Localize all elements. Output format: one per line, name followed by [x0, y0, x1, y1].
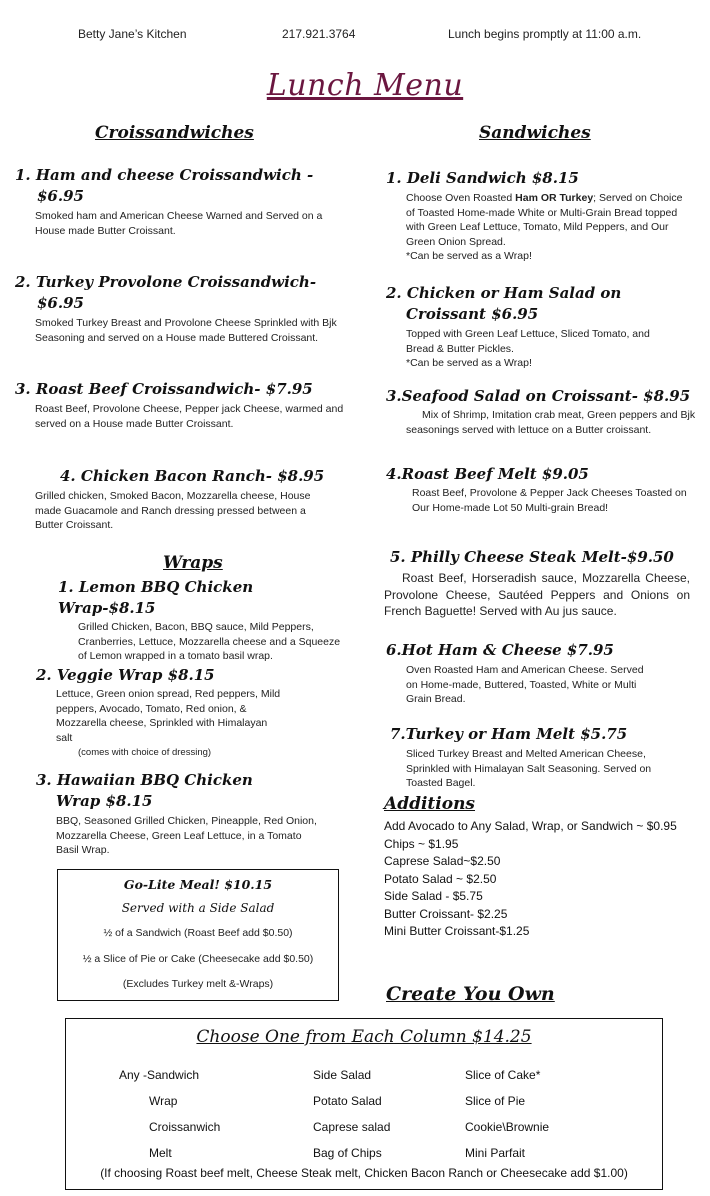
menu-item — [15, 379, 345, 431]
golite-line: ½ a Slice of Pie or Cake (Cheesecake add $0.50) — [82, 952, 314, 965]
wraps-heading: Wraps — [163, 553, 223, 573]
menu-item — [384, 547, 690, 620]
menu-item — [35, 466, 335, 533]
column-option: Melt — [149, 1146, 172, 1160]
item-name: 2. Veggie Wrap $8.15 — [36, 666, 215, 684]
golite-line: ½ of a Sandwich (Roast Beef add $0.50) — [103, 927, 293, 939]
item-name: 3. Roast Beef Croissandwich- $7.95 — [15, 380, 313, 398]
column-option: Mini Parfait — [465, 1146, 526, 1160]
menu-item — [386, 640, 686, 707]
item-description: Oven Roasted Ham and American Cheese. Served on Home-made, Buttered, Toasted, White or Multi Grain Bread. — [406, 664, 644, 705]
item-name: 1. Deli Sandwich $8.15 — [386, 169, 579, 187]
item-price: Wrap $8.15 — [56, 792, 153, 810]
column-option: Croissanwich — [149, 1120, 221, 1134]
item-description: Sliced Turkey Breast and Melted American Cheese, Sprinkled with Himalayan Salt Seasoning. Served on Toasted Bagel. — [406, 748, 652, 789]
menu-item — [386, 283, 686, 371]
create-heading: Create You Own — [386, 983, 555, 1005]
item-name: 7.Turkey or Ham Melt $5.75 — [390, 725, 628, 743]
addition-item: Mini Butter Croissant-$1.25 — [384, 924, 530, 938]
item-name: 1. Ham and cheese Croissandwich - — [15, 166, 314, 184]
lunch-notice: Lunch begins promptly at 11:00 a.m. — [448, 27, 642, 41]
golite-box — [57, 869, 339, 1001]
item-name: 2. Turkey Provolone Croissandwich- — [15, 273, 317, 291]
croissandwiches-heading: Croissandwiches — [95, 123, 254, 143]
column-1 — [119, 1062, 220, 1166]
menu-item — [386, 168, 686, 264]
addition-item: Caprese Salad~$2.50 — [384, 854, 501, 868]
golite-subtitle: Served with a Side Salad — [121, 901, 275, 915]
menu-item — [15, 272, 345, 345]
menu-item — [386, 386, 696, 437]
item-note: (comes with choice of dressing) — [78, 747, 212, 758]
golite-line: (Excludes Turkey melt &-Wraps) — [122, 978, 274, 990]
column-option: Bag of Chips — [313, 1146, 382, 1160]
column-option: Caprese salad — [313, 1120, 391, 1134]
column-option: Potato Salad — [313, 1094, 382, 1108]
column-option: Wrap — [149, 1094, 178, 1108]
addition-item: Butter Croissant- $2.25 — [384, 906, 508, 921]
additions-list — [384, 818, 704, 941]
menu-item — [36, 665, 336, 761]
create-box-title: Choose One from Each Column $14.25 — [196, 1027, 532, 1047]
menu-item — [36, 770, 336, 858]
column-2 — [313, 1062, 390, 1166]
item-note: *Can be served as a Wrap! — [406, 250, 532, 262]
item-description: Smoked Turkey Breast and Provolone Cheese Sprinkled with Bjk Seasoning and served on a House made Buttered Croissant. — [35, 317, 337, 344]
menu-item — [58, 577, 343, 664]
business-name: Betty Jane’s Kitchen — [78, 27, 187, 41]
phone-number: 217.921.3764 — [282, 27, 356, 41]
addition-item: Add Avocado to Any Salad, Wrap, or Sandwich ~ $0.95 — [384, 819, 677, 833]
item-description: Roast Beef, Provolone & Pepper Jack Cheeses Toasted on Our Home-made Lot 50 Multi-grain Bread! — [412, 487, 687, 514]
item-description: Roast Beef, Horseradish sauce, Mozzarella Cheese, Provolone Cheese, Sautéed Peppers and Onions on French Baguette! Served with Au jus sauce. — [384, 571, 690, 618]
item-description: BBQ, Seasoned Grilled Chicken, Pineapple, Red Onion, Mozzarella Cheese, Green Leaf Lettuce, in a Tomato Basil Wrap. — [56, 815, 317, 856]
sandwiches-heading: Sandwiches — [479, 123, 591, 143]
item-price: $6.95 — [37, 294, 84, 312]
menu-item — [390, 724, 690, 791]
item-note: *Can be served as a Wrap! — [406, 357, 532, 369]
menu-item — [15, 165, 345, 238]
golite-title: Go-Lite Meal! $10.15 — [123, 877, 273, 892]
item-name: 3. Hawaiian BBQ Chicken — [36, 771, 253, 789]
column-option: Any -Sandwich — [119, 1068, 200, 1082]
item-name: 4. Chicken Bacon Ranch- $8.95 — [60, 467, 325, 485]
item-price: Croissant $6.95 — [406, 305, 539, 323]
item-name: 4.Roast Beef Melt $9.05 — [386, 465, 589, 483]
column-option: Side Salad — [313, 1068, 372, 1082]
item-price: $6.95 — [37, 187, 84, 205]
create-footnote: (If choosing Roast beef melt, Cheese Steak melt, Chicken Bacon Ranch or Cheesecake add $1.00) — [100, 1166, 628, 1180]
item-name: 3.Seafood Salad on Croissant- $8.95 — [386, 387, 691, 405]
item-description: Topped with Green Leaf Lettuce, Sliced Tomato, and Bread & Butter Pickles. — [406, 328, 650, 355]
column-3 — [465, 1062, 549, 1166]
item-description: Roast Beef, Provolone Cheese, Pepper jack Cheese, warmed and served on a House made Butter Croissant. — [35, 403, 344, 430]
addition-item: Chips ~ $1.95 — [384, 836, 459, 851]
menu-item — [386, 464, 696, 515]
column-option: Cookie\Brownie — [465, 1120, 550, 1134]
addition-item: Potato Salad ~ $2.50 — [384, 871, 497, 886]
item-description: Grilled chicken, Smoked Bacon, Mozzarella cheese, House made Guacamole and Ranch dressing pressed between a Butter Croissant. — [35, 490, 311, 531]
page-title: Lunch Menu — [266, 68, 464, 103]
column-option: Slice of Cake* — [465, 1068, 541, 1082]
additions-heading: Additions — [384, 794, 476, 814]
item-description: Grilled Chicken, Bacon, BBQ sauce, Mild Peppers, Cranberries, Lettuce, Mozzarella cheese and a Squeeze of Lemon wrapped in a tomato basil wrap. — [78, 621, 341, 662]
item-name: 2. Chicken or Ham Salad on — [386, 284, 622, 302]
item-description: Smoked ham and American Cheese Warned and Served on a House made Butter Croissant. — [35, 210, 323, 237]
item-name: 1. Lemon BBQ Chicken Wrap-$8.15 — [58, 578, 254, 617]
item-description: Choose Oven Roasted Ham OR Turkey; Served on Choice of Toasted Home-made White or Multi-Grain Bread topped with Green Leaf Lettuce, Tomato, Mild Peppers, and Our Green Onion Spread. — [406, 192, 683, 248]
item-name: 6.Hot Ham & Cheese $7.95 — [386, 641, 614, 659]
column-option: Slice of Pie — [465, 1094, 526, 1108]
item-description: Mix of Shrimp, Imitation crab meat, Green peppers and Bjk seasonings served with lettuce on a Butter croissant. — [406, 409, 696, 436]
addition-item: Side Salad - $5.75 — [384, 889, 483, 903]
create-box — [65, 1018, 663, 1190]
item-name: 5. Philly Cheese Steak Melt-$9.50 — [390, 548, 674, 566]
item-description: Lettuce, Green onion spread, Red peppers, Mild peppers, Avocado, Tomato, Red onion, & Mozzarella cheese, Sprinkled with Himalayan salt — [56, 688, 281, 744]
